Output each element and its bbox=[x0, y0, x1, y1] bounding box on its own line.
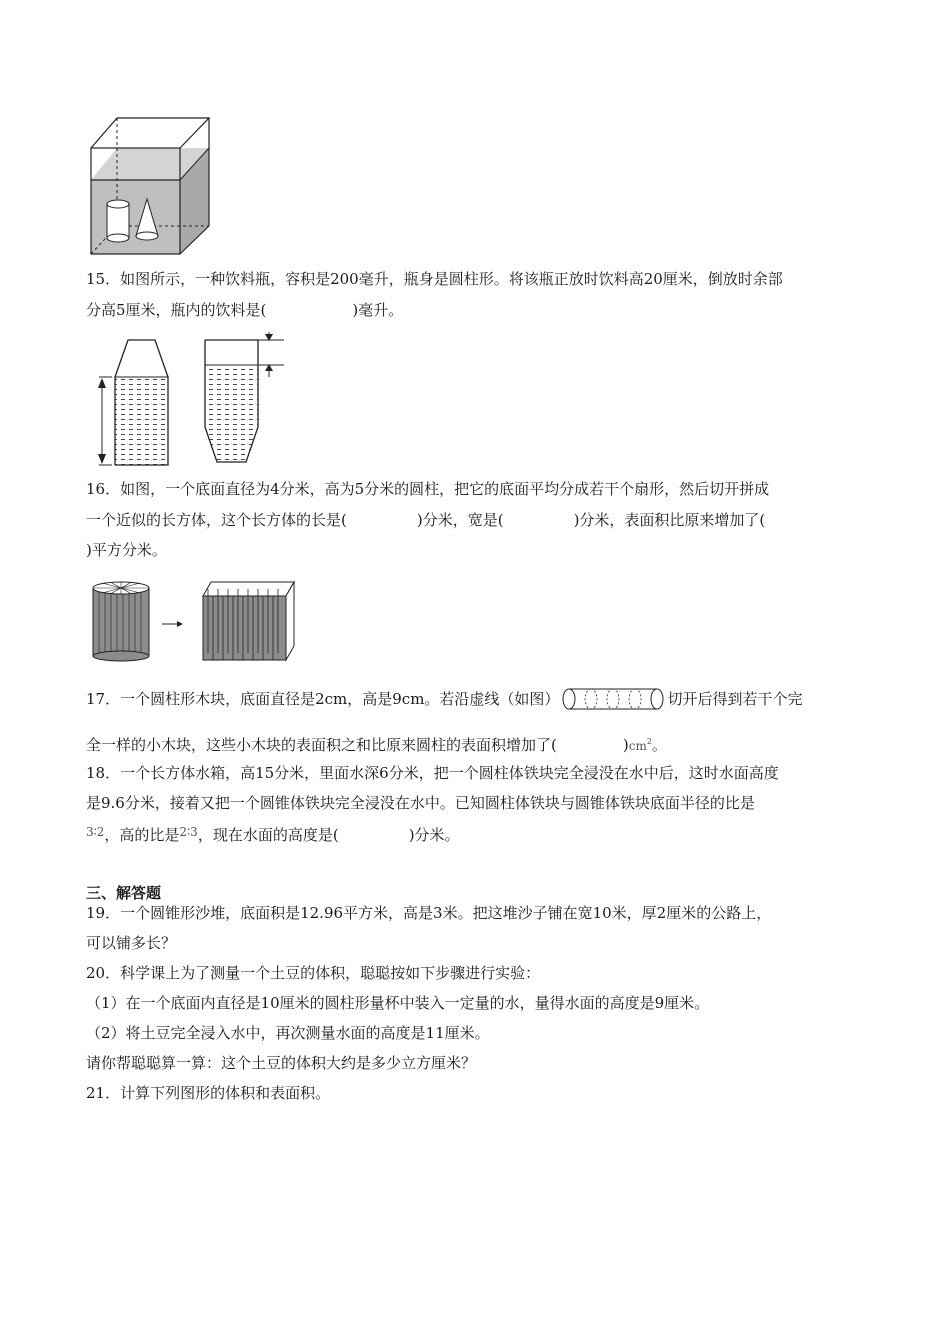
q18-ratio-height: 2∶3 bbox=[179, 825, 198, 839]
q16-line1: 16．如图，一个底面直径为4分米，高为5分米的圆柱，把它的底面平均分成若干个扇形，然后切开拼成 bbox=[86, 480, 770, 498]
q19-line1: 19．一个圆锥形沙堆，底面积是12.96平方米，高是3米。把这堆沙子铺在宽10米，厚2厘米的公路上， bbox=[86, 904, 772, 922]
q17-line1 bbox=[86, 692, 866, 707]
q17-line2-a: 全一样的小木块，这些小木块的表面积之和比原来圆柱的表面积增加了( bbox=[86, 736, 557, 754]
q16-line2-b: )分米，宽是( bbox=[416, 511, 504, 529]
section-title: 三、解答题 bbox=[86, 884, 162, 902]
q17-line2 bbox=[86, 734, 866, 754]
q18-line3-a: ，高的比是 bbox=[104, 826, 180, 844]
q18-ratio-radius: 3∶2 bbox=[86, 825, 105, 839]
q18-line1: 18．一个长方体水箱，高15分米，里面水深6分米，把一个圆柱体铁块完全浸没在水中后，这时水面高度 bbox=[86, 764, 779, 782]
q20-ask: 请你帮聪聪算一算：这个土豆的体积大约是多少立方厘米？ bbox=[86, 1054, 477, 1072]
q18-line2: 是9.6分米，接着又把一个圆锥体铁块完全浸没在水中。已知圆柱体铁块与圆锥体铁块底面半径的比是 bbox=[86, 794, 755, 812]
q17-unit-sup: 2 bbox=[646, 737, 652, 746]
q16-line2-c: )分米，表面积比原来增加了( bbox=[573, 511, 766, 529]
cylinder-to-cuboid-figure bbox=[90, 578, 302, 666]
q15-line2-a: 分高5厘米，瓶内的饮料是( bbox=[86, 301, 267, 319]
q20-step1: （1）在一个底面内直径是10厘米的圆柱形量杯中装入一定量的水，量得水面的高度是9厘米。 bbox=[86, 994, 710, 1012]
q16-line2-a: 一个近似的长方体，这个长方体的长是( bbox=[86, 511, 347, 529]
q17-line1-a: 17．一个圆柱形木块，底面直径是2cm，高是9cm。若沿虚线（如图） bbox=[86, 690, 560, 708]
tank-figure bbox=[88, 116, 213, 258]
q19-line2: 可以铺多长？ bbox=[86, 934, 177, 952]
q15-line2 bbox=[86, 303, 866, 318]
q21-line1: 21．计算下列图形的体积和表面积。 bbox=[86, 1084, 331, 1102]
q16-line3: )平方分米。 bbox=[86, 541, 167, 559]
q17-line2-b: ) bbox=[622, 736, 629, 754]
q20-step2: （2）将土豆完全浸入水中，再次测量水面的高度是11厘米。 bbox=[86, 1024, 490, 1042]
q18-line3-b: ，现在水面的高度是( bbox=[197, 826, 339, 844]
q20-line1: 20．科学课上为了测量一个土豆的体积，聪聪按如下步骤进行实验： bbox=[86, 964, 541, 982]
q18-line3-c: )分米。 bbox=[408, 826, 460, 844]
q15-line2-b: )毫升。 bbox=[352, 301, 404, 319]
q17-inline-figure bbox=[559, 692, 667, 707]
q17-line2-end: 。 bbox=[651, 736, 667, 754]
bottle-figure bbox=[88, 332, 288, 472]
q16-line2 bbox=[86, 513, 866, 528]
q15-line1: 15．如图所示，一种饮料瓶，容积是200毫升，瓶身是圆柱形。将该瓶正放时饮料高20厘米，倒放时余部 bbox=[86, 270, 783, 288]
q17-unit: cm bbox=[628, 739, 647, 753]
q18-line3 bbox=[86, 825, 866, 844]
q17-line1-b: 切开后得到若干个完 bbox=[667, 690, 803, 708]
